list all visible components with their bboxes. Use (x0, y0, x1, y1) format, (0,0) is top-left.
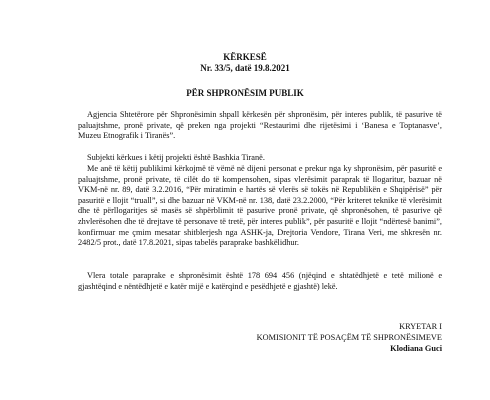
signature-role-line1: KRYETAR I (399, 322, 442, 331)
paragraph-total-value: Vlera totale paraprake e shpronësimit është 178 694 456 (njëqind e shtatëdhjetë e tetë milionë e gjashtëqind e nëntëdhjetë e katër mijë e katërqind e pesëdhjetë e gjashtë) lekë. (78, 271, 442, 291)
document-subject: PËR SHPRONËSIM PUBLIK (186, 88, 304, 98)
signature-role-line2: KOMISIONIT TË POSAÇËM TË SHPRONËSIMEVE (256, 333, 442, 342)
paragraph-subject-entity: Subjekti kërkues i këtij projekti është Bashkia Tiranë. (87, 153, 265, 162)
signature-name: Klodiana Guci (390, 344, 442, 353)
document-title: KËRKESË (223, 52, 267, 62)
paragraph-announcement: Agjencia Shtetërore për Shpronësimin shpall kërkesën për shpronësim, për interes publik, të pasurive të paluajtshme, pronë private, që preken nga projekti “Restaurimi dhe rijetësimi i ‘Banesa e Toptanasve’, Muzeu Etnografik i Tiranës”. (78, 110, 442, 141)
document-number: Nr. 33/5, datë 19.8.2021 (200, 63, 290, 73)
paragraph-compensation: Me anë të këtij publikimi kërkojmë të vëmë në dijeni personat e prekur nga ky shpronësim, për pasuritë e paluajtshme, pronë private, të cilët do të kompensohen, sipas vlerësimit paraprak të llogaritur, bazuar në VKM-në nr. 89, datë 3.2.2016, “Për miratimin e hartës së vlerës së tokës në Republikën e Shqipërisë” për pasuritë e llojit “truall”, si dhe bazuar në VKM-në nr. 138, datë 23.2.2000, “Për kriteret teknike të vlerësimit dhe të përllogaritjes së masës së shpërblimit të pasurive pronë private, që shpronësohen, të pasurive që zhvlerësohen dhe të drejtave të personave të tretë, për interes publik”, për pasuritë e llojit “ndërtesë banimi”, konfirmuar me çmim mesatar shitblerjesh nga ASHK-ja, Drejtoria Vendore, Tirana Veri, me shkresën nr. 2482/5 prot., datë 17.8.2021, sipas tabelës paraprake bashkëlidhur. (78, 164, 442, 248)
